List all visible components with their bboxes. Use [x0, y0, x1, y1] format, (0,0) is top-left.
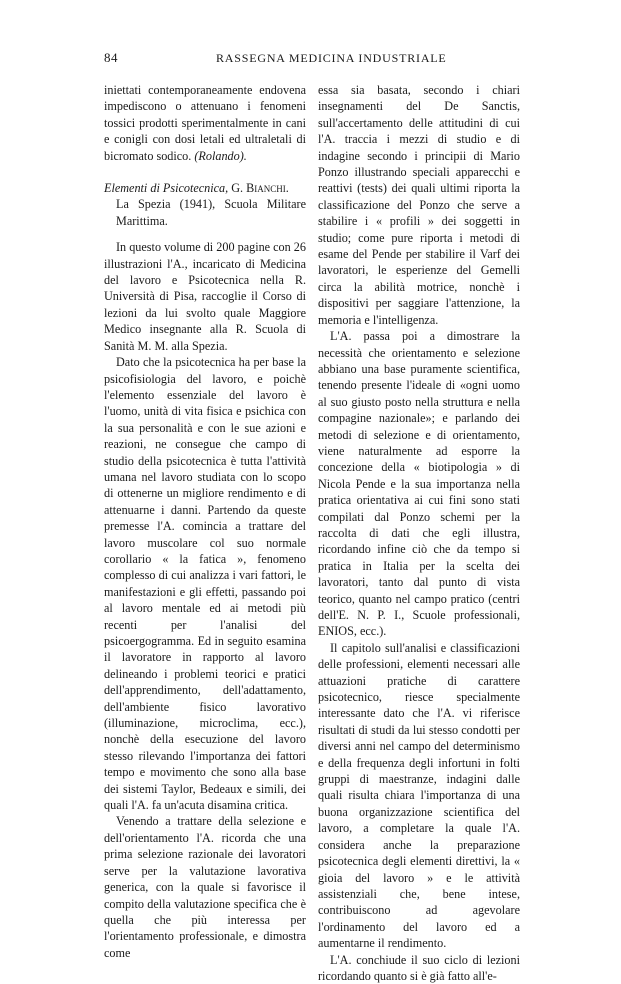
page-number: 84 — [104, 50, 118, 65]
paragraph-6: L'A. conchiude il suo ciclo di lezioni ricordando quanto si è già fatto all'e- — [318, 952, 520, 983]
review-entry-header — [104, 180, 306, 229]
right-column — [318, 82, 520, 984]
paragraph-text: iniettati contemporaneamente endovena impediscono o attenuano i fenomeni tossici prodotti sperimentalmente in cani e conigli con dosi letali ed ultraletali di bicromato sodico. — [104, 83, 306, 163]
left-column — [104, 82, 306, 961]
book-title: Elementi di Psicotecnica, — [104, 181, 229, 196]
running-title: RASSEGNA MEDICINA INDUSTRIALE — [216, 51, 447, 65]
entry-title-line — [104, 180, 306, 196]
paragraph-3: Venendo a trattare della selezione e dell'orientamento l'A. ricorda che una prima selezione razionale dei lavoratori serve per la valutazione lavorativa generica, con la quale si favorisce il compito della valutazione specifica che è quella che più interessa per l'orientamento professionale, e dimostra come — [104, 814, 306, 960]
book-author: G. Bianchi. — [231, 181, 289, 196]
reviewer-signature: (Rolando). — [194, 148, 247, 163]
paragraph-intro-continuation — [104, 82, 306, 164]
paragraph-2: Dato che la psicotecnica ha per base la psicofisiologia del lavoro, e poichè l'elemento essenziale del lavoro è l'uomo, unità di vita fisica e psichica con la sua personalità e con le sue azioni e reazioni, ne consegue che campo di studio della psicotecnica è tutta l'attività umana nel lavoro studiata con lo scopo di ottenerne un migliore rendimento e di attenuarne i danni. Partendo da queste premesse l'A. comincia a trattare del lavoro muscolare col suo normale corollario « la fatica », fenomeno complesso di cui analizza i vari fattori, le manifestazioni e gli effetti, passando poi al lavoro mentale ed ai metodi più recenti per l'analisi del psicoergogramma. Ed in seguito esamina il lavoratore in rapporto al lavoro delineando i problemi teorici e pratici dell'apprendimento, dell'adattamento, dell'ambiente fisico lavorativo (illuminazione, microclima, ecc.), nonchè della esecuzione del lavoro stesso rilevando l'importanza dei fattori tempo e movimento che sono alla base dei sistemi Taylor, Bedeaux e simili, dei quali l'A. fa un'acuta disamina critica. — [104, 355, 306, 813]
paragraph-continuation: essa sia basata, secondo i chiari insegnamenti del De Sanctis, sull'accertamento delle attitudini di cui l'A. traccia i mezzi di studio e di indagine secondo i principii di Mario Ponzo illustrando speciali apparecchi e reattivi (tests) dei quali ultimi riporta la classificazione del Ponzo che serve a stabilire i « profili » dei soggetti in studio; come pure riporta i metodi di esame del Pende per stabilire il Varf dei lavoratori, le esperienze del Gemelli circa la abilità motrice, nonchè i dispositivi per saggiare l'attenzione, la memoria e l'intelligenza. — [318, 83, 520, 327]
paragraph-5: Il capitolo sull'analisi e classificazioni delle professioni, elementi necessari alle attuazioni pratiche di carattere psicotecnico, riesce specialmente interessante dato che l'A. vi riferisce risultati di studi da lui stesso condotti per diversi anni nel campo del determinismo e della frequenza degli infortuni in folti gruppi di maestranze, indagini dalle quali risulta chiara l'importanza di una buona organizzazione scientifica del lavoro, a completare la quale l'A. considera anche la preparazione psicotecnica degli elementi direttivi, la « gioia del lavoro » e le attività assistenziali che, bene intese, contribuiscono ad agevolare l'ordinamento del lavoro ed a aumentarne il rendimento. — [318, 640, 520, 951]
page-header — [104, 50, 520, 70]
paragraph-4: L'A. passa poi a dimostrare la necessità che orientamento e selezione abbiano una base puramente scientifica, tenendo presente l'ideale di «ogni uomo al suo giusto posto nella struttura e nella compagine nazionale»; e parlando dei metodi di selezione e di orientamento, viene naturalmente ad esporre la concezione della « biotipologia » di Nicola Pende e la sua importanza nella pratica orientativa ai cui fini sono stati compilati dal Ponzo schemi per la raccolta di dati che egli illustra, ricordando infine ciò che da tempo si pratica in Italia per la scelta dei lavoratori, tanto dal punto di vista teorico, quanto nel campo pratico (centri dell'E. N. P. I., Scuole professionali, ENIOS, ecc.). — [318, 329, 520, 639]
entry-publication-info: La Spezia (1941), Scuola Militare Marittima. — [116, 197, 306, 228]
paragraph-1: In questo volume di 200 pagine con 26 illustrazioni l'A., incaricato di Medicina del lavoro e Psicotecnica nella R. Università di Pisa, raccoglie il Corso di lezioni da lui svolto quale Maggiore Medico insegnante alla R. Scuola di Sanità M. M. alla Spezia. — [104, 240, 306, 353]
